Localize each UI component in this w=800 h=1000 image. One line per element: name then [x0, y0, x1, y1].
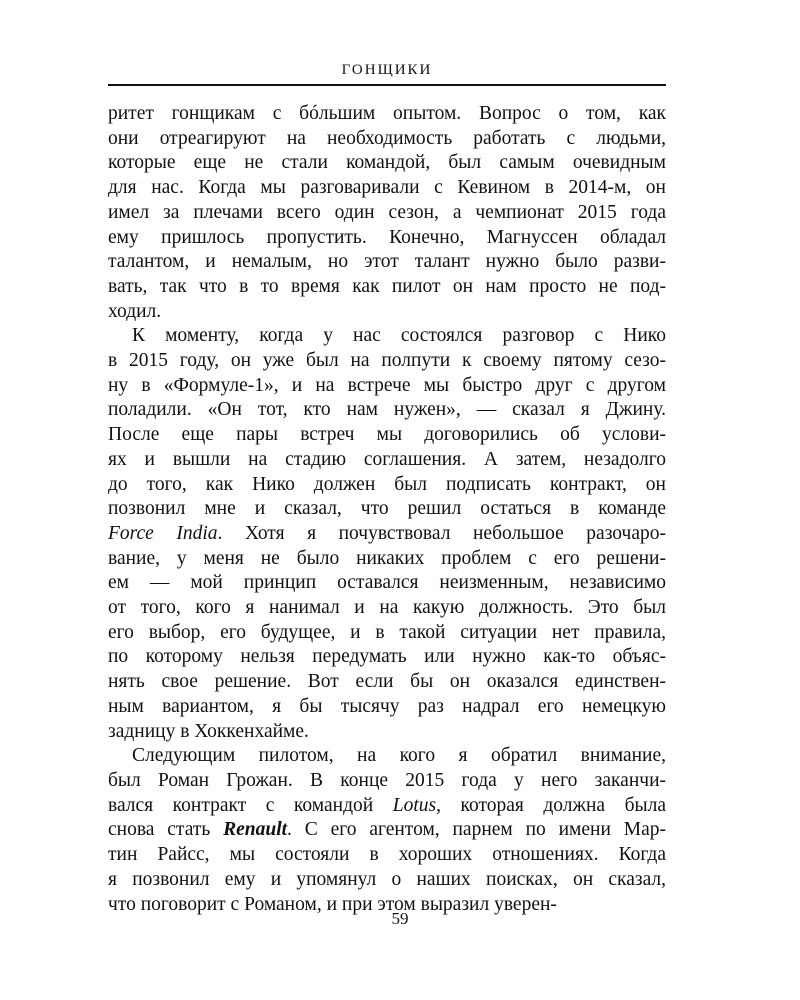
- text-line: ем — мой принцип оставался неизменным, независимо: [108, 572, 666, 594]
- text-line: вался контракт с командой Lotus, которая должна была: [108, 794, 666, 816]
- italic-term: Force India: [108, 522, 218, 544]
- text-line: был Роман Грожан. В конце 2015 года у него заканчи-: [108, 769, 666, 791]
- text-line: задницу в Хоккенхайме.: [108, 720, 309, 742]
- text-line: К моменту, когда у нас состоялся разговор с Нико: [132, 325, 666, 347]
- text-line: Следующим пилотом, на кого я обратил внимание,: [132, 745, 666, 767]
- text-line: После еще пары встреч мы договорились об услови-: [108, 424, 666, 446]
- text-line: позвонил мне и сказал, что решил остаться в команде: [108, 498, 666, 520]
- text-line: ях и вышли на стадию соглашения. А затем, незадолго: [108, 448, 666, 470]
- text-line: которые еще не стали командой, был самым очевидным: [108, 152, 666, 174]
- italic-term: Lotus: [392, 794, 437, 816]
- text-line: от того, кого я нанимал и на какую должность. Это был: [108, 597, 666, 619]
- text-line: ным вариантом, я бы тысячу раз надрал его немецкую: [108, 695, 666, 717]
- text-line: ритет гонщикам с бóльшим опытом. Вопрос о том, как: [108, 103, 666, 124]
- body-text: [108, 102, 666, 917]
- book-page: [108, 60, 666, 917]
- text-line: ему пришлось пропустить. Конечно, Магнуссен обладал: [108, 226, 666, 248]
- text-line: Force India. Хотя я почувствовал небольшое разочаро-: [108, 522, 666, 544]
- text-line: ну в «Формуле-1», и на встрече мы быстро друг с другом: [108, 374, 666, 396]
- page-number: 59: [391, 909, 409, 928]
- text-line: поладили. «Он тот, кто нам нужен», — сказал я Джину.: [108, 399, 666, 421]
- text-line: по которому нельзя передумать или нужно как-то объяс-: [108, 646, 666, 668]
- text-line: вать, так что в то время как пилот он нам просто не под-: [108, 275, 666, 297]
- text-line: имел за плечами всего один сезон, а чемпионат 2015 года: [108, 201, 666, 223]
- text-line: снова стать Renault. С его агентом, парнем по имени Мар-: [108, 819, 666, 841]
- text-line: я позвонил ему и упомянул о наших поисках, он сказал,: [108, 868, 666, 890]
- text-line: вание, у меня не было никаких проблем с его решени-: [108, 547, 666, 569]
- text-line: талантом, и немалым, но этот талант нужно было разви-: [108, 251, 666, 273]
- text-line: в 2015 году, он уже был на полпути к своему пятому сезо-: [108, 350, 666, 372]
- text-line: что поговорит с Романом, и при этом выразил уверен-: [108, 893, 557, 915]
- text-line: нять свое решение. Вот если бы он оказался единствен-: [108, 671, 666, 693]
- text-line: они отреагируют на необходимость работать с людьми,: [108, 127, 666, 149]
- text-line: его выбор, его будущее, и в такой ситуации нет правила,: [108, 621, 666, 643]
- text-line: тин Райсс, мы состояли в хороших отношениях. Когда: [108, 844, 666, 866]
- running-title: ГОНЩИКИ: [108, 60, 666, 86]
- text-line: ходил.: [108, 300, 162, 322]
- text-line: до того, как Нико должен был подписать контракт, он: [108, 473, 666, 495]
- text-line: для нас. Когда мы разговаривали с Кевином в 2014-м, он: [108, 177, 666, 199]
- italic-term: Renault: [223, 819, 288, 841]
